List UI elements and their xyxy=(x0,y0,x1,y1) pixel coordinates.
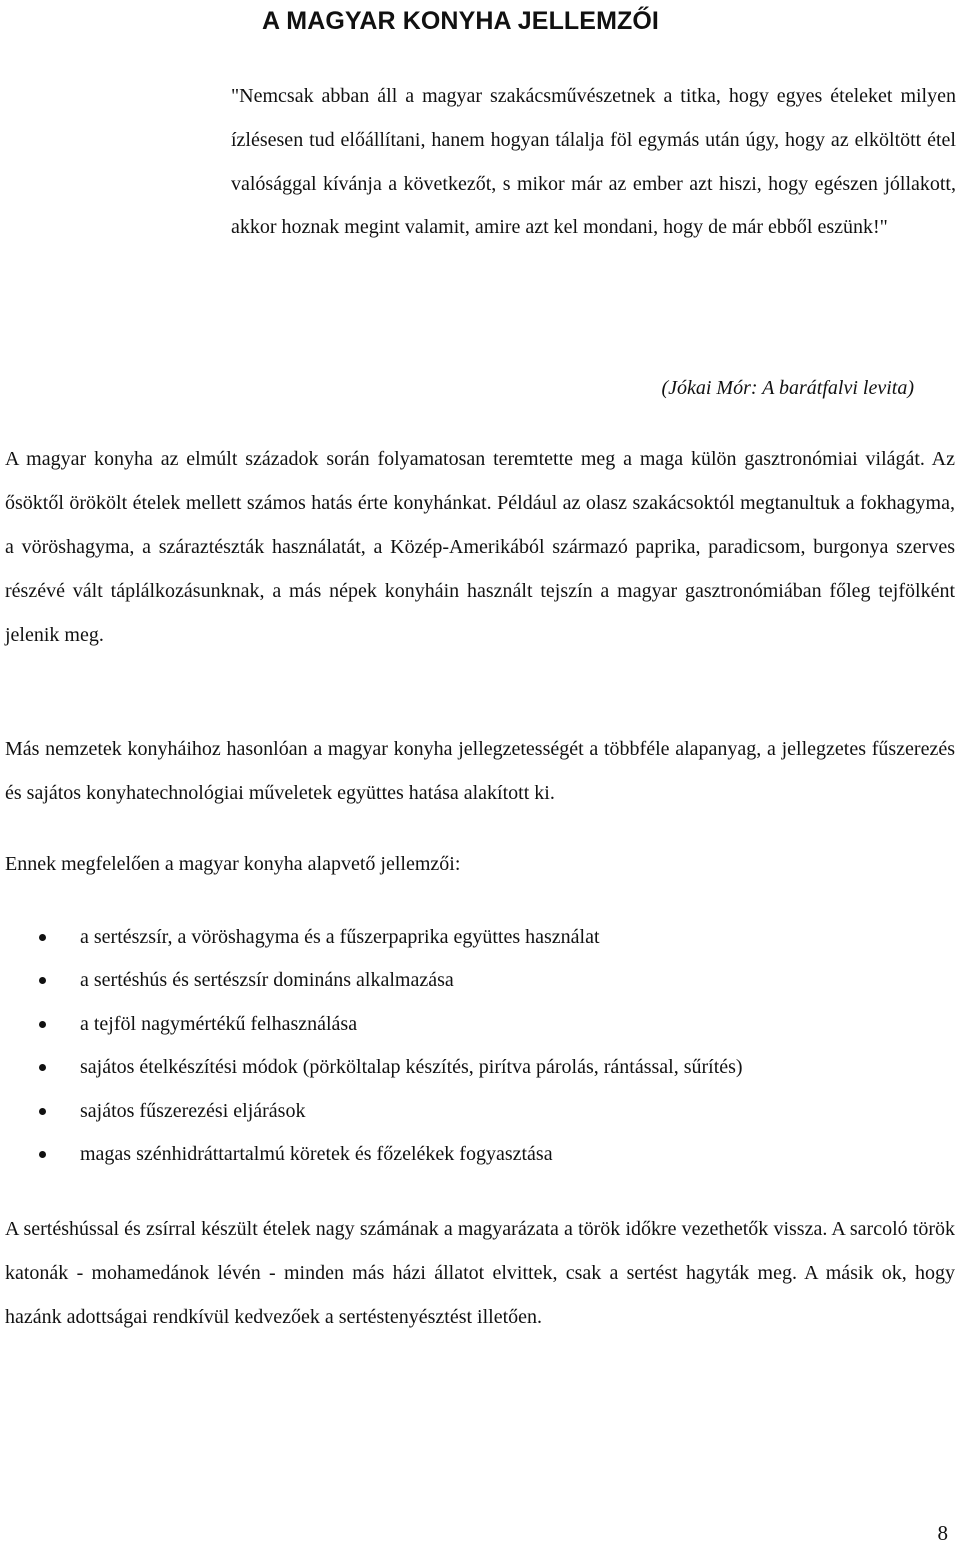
list-item-text: a tejföl nagymértékű felhasználása xyxy=(80,1012,358,1035)
list-item xyxy=(0,1090,960,1133)
list-item-text: a sertészsír, a vöröshagyma és a fűszerpaprika együttes használat xyxy=(80,926,600,948)
bullet-icon xyxy=(39,977,46,984)
list-item xyxy=(0,1046,960,1089)
paragraph-pork-history: A sertéshússal és zsírral készült ételek nagy számának a magyarázata a török időkre vezethetők vissza. A sarcoló török katonák - mohamedánok lévén - minden más házi állatot elvittek, csak a sertést hagyták meg. A másik ok, hogy hazánk adottságai rendkívül kedvezőek a sertéstenyésztést illetően. xyxy=(5,1218,955,1328)
paragraph-list-intro: Ennek megfelelően a magyar konyha alapvető jellemzői: xyxy=(5,853,461,875)
page-title: A MAGYAR KONYHA JELLEMZŐI xyxy=(262,7,659,35)
list-item xyxy=(0,916,960,959)
epigraph-source: (Jókai Mór: A barátfalvi levita) xyxy=(661,377,914,399)
bullet-icon xyxy=(39,934,46,941)
list-item-text: sajátos fűszerezési eljárások xyxy=(80,1099,306,1122)
bullet-icon xyxy=(39,1021,46,1028)
epigraph-quote: "Nemcsak abban áll a magyar szakácsművészetnek a titka, hogy egyes ételeket milyen ízlésesen tud előállítani, hanem hogyan tálalja föl egymás után úgy, hogy az elköltött étel valósággal kívánja a következőt, s mikor már az ember azt hiszi, hogy egészen jóllakott, akkor hoznak megint valamit, amire azt kel mondani, hogy de már ebből eszünk!" xyxy=(231,85,956,239)
list-item xyxy=(0,1133,960,1176)
paragraph-characteristics: Más nemzetek konyháihoz hasonlóan a magyar konyha jellegzetességét a többféle alapanyag, a jellegzetes fűszerezés és sajátos konyhatechnológiai műveletek együttes hatása alakított ki. xyxy=(5,738,955,804)
page-number: 8 xyxy=(937,1521,948,1545)
characteristics-list xyxy=(0,916,960,1176)
bullet-icon xyxy=(39,1064,46,1071)
bullet-icon xyxy=(39,1108,46,1115)
bullet-icon xyxy=(39,1151,46,1158)
list-item-text: a sertéshús és sertészsír domináns alkalmazása xyxy=(80,969,454,992)
paragraph-influences: A magyar konyha az elmúlt századok során folyamatosan teremtette meg a maga külön gasztronómiai világát. Az ősöktől örökölt ételek mellett számos hatás érte konyhánkat. Például az olasz szakácsoktól megtanultuk a fokhagyma, a vöröshagyma, a száraztészták használatát, a Közép-Amerikából származó paprika, paradicsom, burgonya szerves részévé vált táplálkozásunknak, a más népek konyháin használt tejszín a magyar gasztronómiában főleg tejfölként jelenik meg. xyxy=(5,448,955,646)
list-item xyxy=(0,959,960,1002)
list-item-text: sajátos ételkészítési módok (pörköltalap készítés, pirítva párolás, rántással, sűrítés) xyxy=(80,1056,743,1079)
list-item-text: magas szénhidráttartalmú köretek és főzelékek fogyasztása xyxy=(80,1142,553,1165)
list-item xyxy=(0,1003,960,1046)
